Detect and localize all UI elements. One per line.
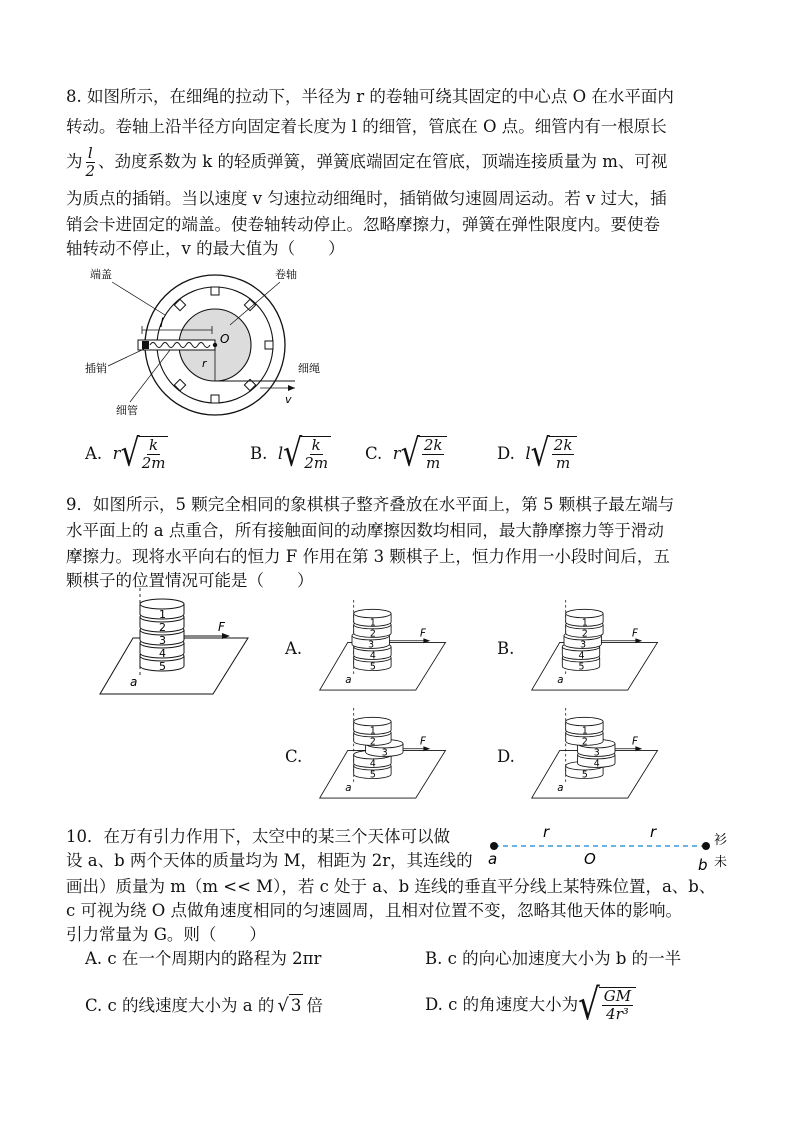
radicand-denominator: m: [556, 454, 571, 472]
q8-line-4: 为质点的插销。当以速度 v 匀速拉动细绳时，插销做匀速圆周运动。若 v 过大，插: [66, 189, 667, 208]
sqrt-expression: √ $\frac{k}{2m}$: [283, 436, 331, 472]
q10-option-b[interactable]: B. c 的向心加速度大小为 b 的一半: [425, 949, 682, 968]
radicand-denominator: 2m: [304, 454, 329, 472]
q9-line-3: 摩擦力。现将水平向右的恒力 F 作用在第 3 颗棋子上，恒力作用一小段时间后，五: [66, 547, 670, 566]
chess-piece-number: 4: [578, 650, 585, 662]
option-coefficient: l: [525, 444, 531, 463]
chess-piece-number: 2: [369, 628, 376, 640]
option-letter: C.: [365, 444, 383, 463]
radicand-numerator: k: [311, 436, 321, 454]
q8-option-b[interactable]: [250, 431, 331, 476]
q8-line-2: 转动。卷轴上沿半径方向固定着长度为 l 的细管，管底在 O 点。细管内有一根原长: [66, 117, 667, 136]
chess-piece-number: 4: [159, 647, 166, 660]
point-label-a: a: [345, 783, 352, 795]
q10-label-r2: r: [650, 823, 657, 841]
chess-piece-number: 1: [581, 617, 588, 629]
force-label-F: F: [420, 628, 426, 640]
q8-option-a[interactable]: [85, 431, 168, 476]
chess-piece-number: 5: [159, 660, 166, 673]
chess-piece-number: 3: [381, 747, 388, 759]
q8-option-d[interactable]: [497, 431, 577, 476]
chess-piece-number: 3: [580, 639, 587, 651]
chess-piece-number: 2: [369, 736, 376, 748]
option-c-prefix: C. c 的线速度大小为 a 的: [85, 995, 275, 1015]
option-d-prefix: D. c 的角速度大小为: [425, 995, 579, 1014]
q8-line-1: 8. 如图所示，在细绳的拉动下，半径为 r 的卷轴可绕其固定的中心点 O 在水平面内: [66, 87, 674, 106]
fraction-numerator: l: [87, 143, 93, 162]
q9-stack-figure: [98, 586, 258, 696]
q10-line-2: 设 a、b 两个天体的质量均为 M，相距为 2r，其连线的: [66, 851, 473, 870]
option-coefficient: r: [392, 444, 401, 463]
force-label-F: F: [218, 620, 225, 634]
q8-fraction-l-over-2: [84, 145, 98, 180]
q9-line-4: 颗棋子的位置情况可能是（ ）: [66, 571, 314, 590]
option-letter: B.: [250, 444, 268, 463]
q8-line-3: [66, 140, 667, 184]
chess-piece-number: 5: [578, 661, 585, 673]
q9-stack-figure: [530, 706, 666, 800]
q10-label-O: O: [584, 850, 596, 868]
q9-stack-figure: [318, 706, 454, 800]
chess-piece-number: 1: [369, 617, 376, 629]
chess-piece-number: 3: [159, 634, 166, 647]
sqrt-expression: √ $\frac{2k}{m}$: [531, 436, 578, 472]
sqrt-expression: √ $\frac{GM}{\text{4r³}}$: [578, 987, 636, 1023]
option-coefficient: l: [277, 444, 284, 463]
body-b-dot: [702, 842, 710, 850]
q10-label-b: b: [698, 856, 708, 874]
q10-diagram: [488, 822, 728, 874]
q8-line-3-suffix: 、: [98, 152, 115, 171]
q9-option-a[interactable]: A.: [285, 639, 303, 658]
fraction-denominator: 2: [85, 161, 96, 180]
option-letter: D.: [497, 444, 515, 463]
chess-piece-number: 4: [593, 758, 600, 770]
sqrt-expression: √ 3: [277, 994, 302, 1016]
point-label-a: a: [130, 675, 138, 689]
point-label-a: a: [557, 783, 564, 795]
force-label-F: F: [632, 736, 638, 748]
q10-edge-text-top: 衫: [714, 833, 728, 848]
q10-edge-text-bottom: 未: [714, 855, 728, 870]
q8-fig-label-l: l: [160, 316, 164, 330]
q8-fig-label-v: v: [285, 393, 292, 406]
chess-piece-number: 5: [369, 769, 376, 781]
q8-fig-label-O: O: [220, 332, 230, 346]
q10-option-d[interactable]: [425, 982, 636, 1028]
radicand-denominator: m: [426, 454, 441, 472]
radicand-denominator: 4r³: [606, 1005, 629, 1023]
q10-line-4: c 可视为绕 O 点做角速度相同的匀速圆周，且相对位置不变，忽略其他天体的影响。: [66, 901, 683, 920]
q8-fig-label-pin: 插销: [85, 362, 107, 375]
q9-option-d[interactable]: D.: [497, 747, 515, 766]
q10-option-a[interactable]: A. c 在一个周期内的路程为 2πr: [85, 949, 322, 968]
q9-option-c[interactable]: C.: [285, 747, 303, 766]
force-label-F: F: [632, 628, 638, 640]
q8-reel-figure: [80, 260, 350, 420]
q9-option-b[interactable]: B.: [497, 639, 515, 658]
chess-piece-number: 3: [368, 639, 375, 651]
chess-piece-number: 3: [593, 747, 600, 759]
chess-piece-number: 5: [581, 769, 588, 781]
chess-piece-number: 2: [159, 621, 166, 634]
sqrt-expression: √ $\frac{k}{2m}$: [121, 436, 169, 472]
chess-piece-number: 5: [369, 661, 376, 673]
q10-option-c[interactable]: [85, 994, 323, 1017]
chess-piece-number: 1: [581, 725, 588, 737]
q10-line-3: 画出）质量为 m（m << M），若 c 处于 a、b 连线的垂直平分线上某特殊位置，a、b、: [66, 877, 716, 896]
chess-piece-number: 1: [369, 725, 376, 737]
q10-label-r1: r: [543, 823, 550, 841]
option-letter: A.: [85, 444, 103, 463]
chess-piece-number: 2: [581, 736, 588, 748]
radicand-numerator: 2k: [553, 436, 573, 454]
force-label-F: F: [420, 736, 426, 748]
q9-line-1: 9．如图所示，5 颗完全相同的象棋棋子整齐叠放在水平面上，第 5 颗棋子最左端与: [66, 495, 675, 514]
q10-line-5: 引力常量为 G。则（ ）: [66, 925, 266, 944]
q9-line-2: 水平面上的 a 点重合，所有接触面间的动摩擦因数均相同，最大静摩擦力等于滑动: [66, 521, 664, 540]
q9-stack-figure: [530, 598, 666, 692]
chess-piece-number: 4: [369, 650, 376, 662]
chess-piece-number: 2: [581, 628, 588, 640]
q9-stack-figure: [318, 598, 454, 692]
body-a-dot: [490, 842, 498, 850]
q8-fig-label-reel: 卷轴: [275, 268, 297, 281]
q8-line-3-prefix: 为: [66, 152, 83, 171]
chess-piece-number: 1: [159, 608, 166, 621]
q8-line-6: 轴转动不停止，v 的最大值为（ ）: [66, 239, 345, 258]
chess-piece-number: 4: [369, 758, 376, 770]
point-label-a: a: [345, 675, 352, 687]
radicand-numerator: 2k: [423, 436, 443, 454]
q8-fig-label-r: r: [202, 357, 207, 370]
q8-line-5: 销会卡进固定的端盖。使卷轴转动停止。忽略摩擦力，弹簧在弹性限度内。要使卷: [66, 215, 660, 234]
q8-fig-label-tube: 细管: [116, 404, 138, 417]
q8-line-3-text: 劲度系数为 k 的轻质弹簧，弹簧底端固定在管底，顶端连接质量为 m、可视: [114, 152, 668, 171]
q8-fig-label-end-cap: 端盖: [90, 268, 112, 281]
radicand-numerator: GM: [603, 987, 632, 1005]
sqrt-expression: √ $\frac{2k}{m}$: [401, 436, 448, 472]
radicand-denominator: 2m: [141, 454, 166, 472]
chess-piece-1: [140, 599, 184, 621]
option-c-suffix: 倍: [306, 995, 323, 1015]
point-label-a: a: [557, 675, 564, 687]
option-coefficient: r: [112, 444, 121, 463]
q10-label-a: a: [488, 850, 498, 868]
q8-option-c[interactable]: [365, 431, 447, 476]
radicand: 3: [290, 996, 302, 1015]
q8-fig-label-rope: 细绳: [298, 362, 320, 375]
radicand-numerator: k: [149, 436, 159, 454]
q10-line-1: 10．在万有引力作用下，太空中的某三个天体可以做: [66, 827, 450, 846]
